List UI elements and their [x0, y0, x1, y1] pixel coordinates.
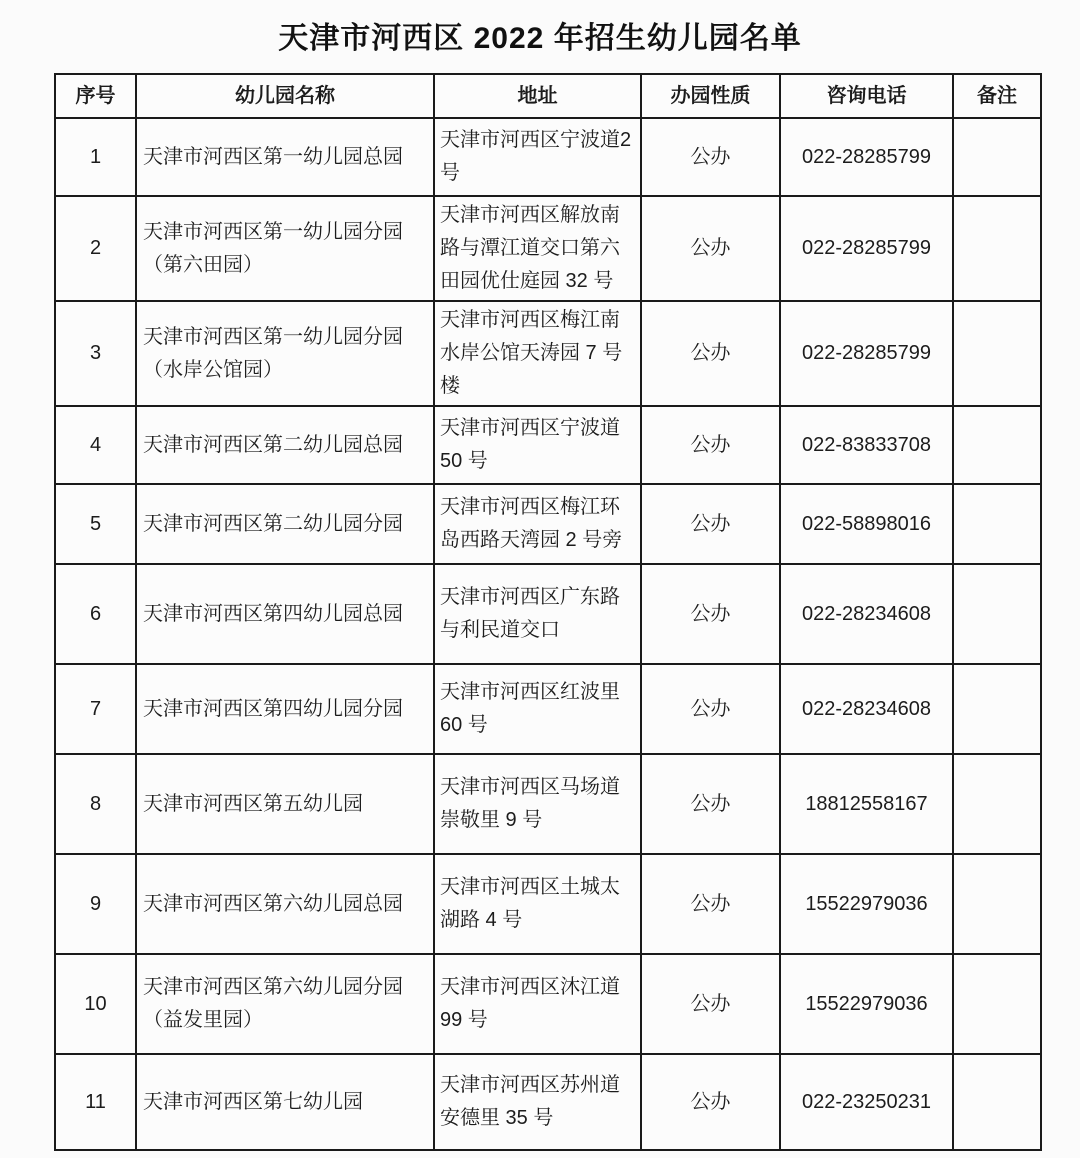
cell-name: 天津市河西区第一幼儿园分园 （水岸公馆园） [136, 301, 434, 406]
cell-no: 2 [55, 196, 136, 301]
cell-type: 公办 [641, 118, 780, 196]
cell-name: 天津市河西区第七幼儿园 [136, 1054, 434, 1150]
cell-address: 天津市河西区梅江南水岸公馆天涛园 7 号楼 [434, 301, 641, 406]
cell-address: 天津市河西区宁波道2 号 [434, 118, 641, 196]
cell-no: 6 [55, 564, 136, 664]
cell-name: 天津市河西区第二幼儿园总园 [136, 406, 434, 484]
cell-remark [953, 564, 1041, 664]
table-row [55, 854, 1041, 954]
cell-address: 天津市河西区解放南路与潭江道交口第六田园优仕庭园 32 号 [434, 196, 641, 301]
cell-no: 5 [55, 484, 136, 564]
cell-type: 公办 [641, 954, 780, 1054]
cell-remark [953, 484, 1041, 564]
cell-type: 公办 [641, 484, 780, 564]
kindergarten-table [54, 73, 1042, 1151]
header-address: 地址 [434, 74, 641, 118]
cell-remark [953, 196, 1041, 301]
cell-name: 天津市河西区第六幼儿园分园 （益发里园） [136, 954, 434, 1054]
cell-no: 8 [55, 754, 136, 854]
cell-address: 天津市河西区土城太湖路 4 号 [434, 854, 641, 954]
cell-type: 公办 [641, 1054, 780, 1150]
cell-phone: 022-28234608 [780, 664, 953, 754]
cell-type: 公办 [641, 564, 780, 664]
cell-name: 天津市河西区第四幼儿园总园 [136, 564, 434, 664]
cell-no: 4 [55, 406, 136, 484]
cell-phone: 022-28285799 [780, 301, 953, 406]
cell-remark [953, 664, 1041, 754]
cell-type: 公办 [641, 854, 780, 954]
cell-address: 天津市河西区红波里60 号 [434, 664, 641, 754]
cell-type: 公办 [641, 301, 780, 406]
table-row [55, 1054, 1041, 1150]
cell-phone: 022-58898016 [780, 484, 953, 564]
cell-address: 天津市河西区沐江道99 号 [434, 954, 641, 1054]
cell-phone: 18812558167 [780, 754, 953, 854]
cell-no: 7 [55, 664, 136, 754]
table-row [55, 406, 1041, 484]
cell-name: 天津市河西区第一幼儿园总园 [136, 118, 434, 196]
cell-phone: 15522979036 [780, 954, 953, 1054]
cell-remark [953, 954, 1041, 1054]
cell-no: 1 [55, 118, 136, 196]
cell-remark [953, 754, 1041, 854]
cell-phone: 022-28285799 [780, 118, 953, 196]
cell-phone: 15522979036 [780, 854, 953, 954]
cell-remark [953, 406, 1041, 484]
header-no: 序号 [55, 74, 136, 118]
cell-type: 公办 [641, 754, 780, 854]
cell-type: 公办 [641, 664, 780, 754]
cell-address: 天津市河西区梅江环岛西路天湾园 2 号旁 [434, 484, 641, 564]
header-remark: 备注 [953, 74, 1041, 118]
page-title: 天津市河西区 2022 年招生幼儿园名单 [278, 22, 802, 55]
cell-phone: 022-83833708 [780, 406, 953, 484]
table-row [55, 484, 1041, 564]
cell-no: 10 [55, 954, 136, 1054]
cell-name: 天津市河西区第一幼儿园分园 （第六田园） [136, 196, 434, 301]
table-row [55, 564, 1041, 664]
cell-name: 天津市河西区第五幼儿园 [136, 754, 434, 854]
table-row [55, 301, 1041, 406]
table-row [55, 664, 1041, 754]
cell-name: 天津市河西区第四幼儿园分园 [136, 664, 434, 754]
table-row [55, 196, 1041, 301]
cell-no: 11 [55, 1054, 136, 1150]
cell-type: 公办 [641, 406, 780, 484]
table-row [55, 118, 1041, 196]
cell-remark [953, 1054, 1041, 1150]
header-type: 办园性质 [641, 74, 780, 118]
cell-remark [953, 854, 1041, 954]
cell-no: 9 [55, 854, 136, 954]
table-row [55, 754, 1041, 854]
cell-phone: 022-28285799 [780, 196, 953, 301]
table-header-row [55, 74, 1041, 118]
cell-remark [953, 118, 1041, 196]
header-name: 幼儿园名称 [136, 74, 434, 118]
cell-type: 公办 [641, 196, 780, 301]
table-row [55, 954, 1041, 1054]
cell-phone: 022-23250231 [780, 1054, 953, 1150]
cell-address: 天津市河西区苏州道安德里 35 号 [434, 1054, 641, 1150]
cell-phone: 022-28234608 [780, 564, 953, 664]
cell-address: 天津市河西区马场道崇敬里 9 号 [434, 754, 641, 854]
cell-remark [953, 301, 1041, 406]
cell-name: 天津市河西区第六幼儿园总园 [136, 854, 434, 954]
cell-name: 天津市河西区第二幼儿园分园 [136, 484, 434, 564]
cell-no: 3 [55, 301, 136, 406]
cell-address: 天津市河西区宁波道50 号 [434, 406, 641, 484]
header-phone: 咨询电话 [780, 74, 953, 118]
cell-address: 天津市河西区广东路与利民道交口 [434, 564, 641, 664]
